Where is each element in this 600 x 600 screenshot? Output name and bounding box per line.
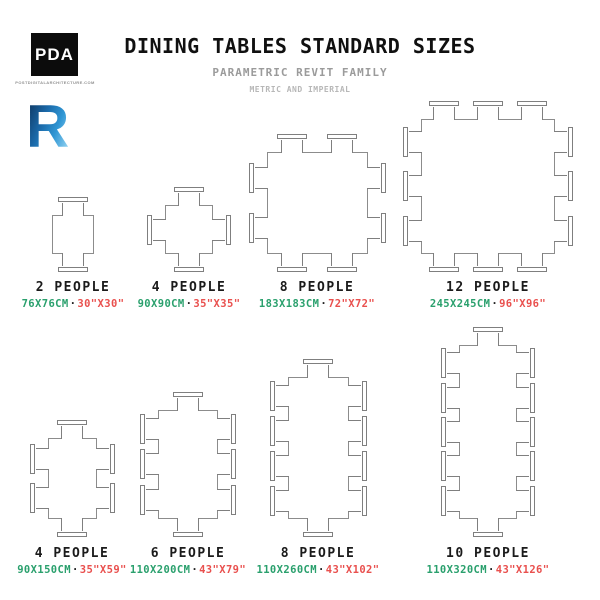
table-top-8-people [267,152,368,254]
chair-row-top [53,197,93,216]
imperial-dimension: 35"X35" [193,298,241,310]
chair-icon [554,171,573,201]
chair-row-bottom [422,253,554,272]
imperial-dimension: 30"X30" [77,298,125,310]
imperial-dimension: 35"X59" [79,564,127,576]
chair-icon [348,451,367,481]
table-bottom-10-people [459,345,517,519]
chair-icon [516,451,535,481]
people-label: 10 PEOPLE [446,546,530,561]
chair-icon [212,215,231,245]
chair-icon [403,171,422,201]
dimensions-label [378,564,598,576]
chair-icon [441,383,460,413]
metric-dimension: 76X76CM [21,298,69,310]
chair-row-bottom [53,253,93,272]
chair-icon [270,451,289,481]
dimension-separator: · [320,298,328,310]
chair-icon [217,485,236,515]
chair-icon [96,483,115,513]
people-label: 6 PEOPLE [150,546,226,561]
metric-dimension: 110X200CM [129,564,191,576]
chair-icon [217,449,236,479]
chair-row-left [249,153,268,253]
chair-icon [348,381,367,411]
people-label: 4 PEOPLE [34,546,110,561]
chair-row-right [96,439,115,518]
dimension-separator: · [185,298,193,310]
chair-icon [473,101,503,120]
chair-icon [303,518,333,537]
chair-icon [303,359,333,378]
chair-row-top [49,420,96,439]
chair-icon [554,216,573,246]
chair-icon [173,392,203,411]
metric-dimension: 245X245CM [429,298,491,310]
chair-icon [140,449,159,479]
dimension-separator: · [69,298,77,310]
chair-row-right [217,411,236,518]
chair-row-left [403,120,422,253]
chair-icon [429,101,459,120]
chair-row-top [289,359,348,378]
chair-icon [367,213,386,243]
chair-row-left [30,439,49,518]
chair-icon [441,451,460,481]
chair-icon [140,414,159,444]
dimensions-label [378,298,598,310]
table-bottom-8-people [288,377,349,519]
pda-logo-caption: POSTDIGITALARCHITECTURE.COM [15,80,95,85]
chair-row-top [268,134,367,153]
dimension-separator: · [317,564,325,576]
chair-row-top [460,327,516,346]
chair-icon [249,213,268,243]
chair-row-top [159,392,217,411]
chair-icon [517,253,547,272]
chair-icon [58,253,88,272]
chair-icon [147,215,166,245]
chair-icon [517,101,547,120]
people-label: 8 PEOPLE [280,546,356,561]
chair-icon [516,486,535,516]
table-caption [378,546,598,576]
chair-icon [473,518,503,537]
chair-row-left [147,206,166,253]
chair-icon [58,197,88,216]
chair-icon [473,253,503,272]
table-top-12-people [421,119,555,254]
chair-icon [403,127,422,157]
imperial-dimension: 96"X96" [499,298,547,310]
table-bottom-4-people [48,438,97,519]
chair-row-left [140,411,159,518]
imperial-dimension: 72"X72" [328,298,376,310]
page-tagline: METRIC AND IMPERIAL [249,85,351,94]
chair-icon [30,483,49,513]
imperial-dimension: 43"X102" [325,564,380,576]
chair-row-bottom [289,518,348,537]
metric-dimension: 110X320CM [426,564,487,576]
chair-icon [367,163,386,193]
page-subtitle: PARAMETRIC REVIT FAMILY [212,66,388,79]
imperial-dimension: 43"X126" [495,564,550,576]
chair-row-left [270,378,289,518]
chair-row-right [212,206,231,253]
chair-icon [516,348,535,378]
dimension-separator: · [487,564,495,576]
chair-icon [249,163,268,193]
chair-icon [30,444,49,474]
chair-row-bottom [166,253,212,272]
chair-row-right [367,153,386,253]
chair-icon [554,127,573,157]
people-label: 8 PEOPLE [279,280,355,295]
chair-icon [516,417,535,447]
chair-row-top [166,187,212,206]
chair-icon [473,327,503,346]
table-top-2-people [52,215,94,254]
revit-logo-icon: R [26,93,70,160]
chair-icon [403,216,422,246]
chair-icon [516,383,535,413]
chair-icon [270,416,289,446]
chair-row-right [516,346,535,518]
chair-icon [173,518,203,537]
chair-icon [348,416,367,446]
chair-row-top [422,101,554,120]
chair-icon [57,518,87,537]
chair-row-left [441,346,460,518]
chair-row-bottom [460,518,516,537]
chair-row-right [348,378,367,518]
chair-icon [140,485,159,515]
chair-icon [270,486,289,516]
metric-dimension: 90X150CM [17,564,71,576]
table-caption [378,280,598,310]
people-label: 12 PEOPLE [446,280,530,295]
chair-row-bottom [49,518,96,537]
chair-icon [327,253,357,272]
chair-icon [174,187,204,206]
page-title: DINING TABLES STANDARD SIZES [124,34,476,58]
metric-dimension: 110X260CM [256,564,317,576]
imperial-dimension: 43"X79" [199,564,247,576]
chair-icon [348,486,367,516]
dimension-separator: · [191,564,199,576]
dimension-separator: · [491,298,499,310]
chair-row-bottom [159,518,217,537]
chair-icon [441,486,460,516]
chair-icon [277,134,307,153]
chair-icon [96,444,115,474]
chair-icon [429,253,459,272]
chair-icon [277,253,307,272]
pda-logo: PDA [31,33,78,76]
chair-icon [217,414,236,444]
chair-row-bottom [268,253,367,272]
chair-icon [327,134,357,153]
chair-row-right [554,120,573,253]
table-bottom-6-people [158,410,218,519]
metric-dimension: 90X90CM [137,298,185,310]
chair-icon [57,420,87,439]
chair-icon [270,381,289,411]
people-label: 4 PEOPLE [151,280,227,295]
metric-dimension: 183X183CM [258,298,320,310]
chair-icon [441,417,460,447]
dimension-separator: · [71,564,79,576]
people-label: 2 PEOPLE [35,280,111,295]
table-top-4-people [165,205,213,254]
chair-icon [441,348,460,378]
chair-icon [174,253,204,272]
